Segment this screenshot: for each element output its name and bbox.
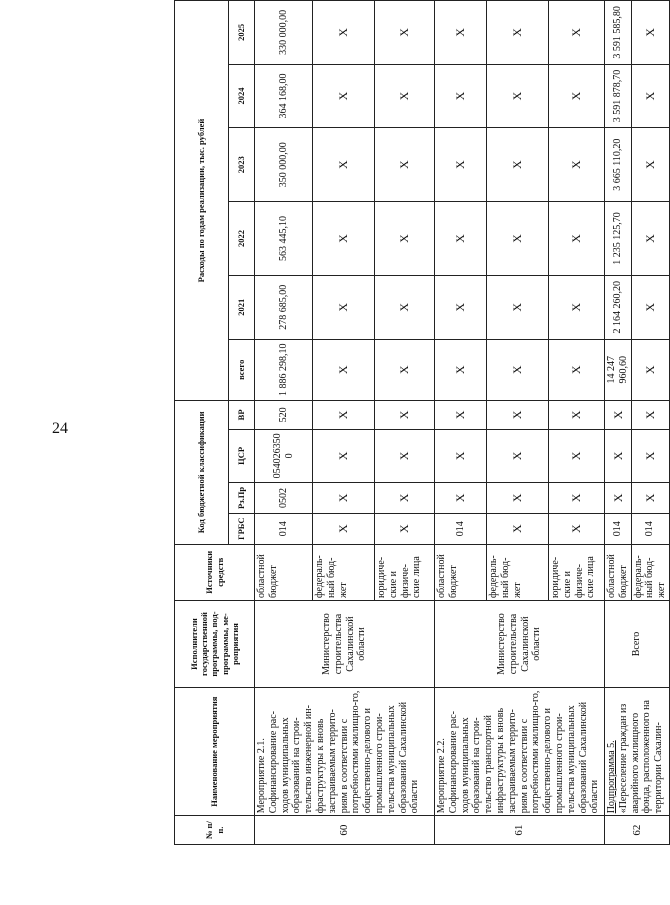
executor: Всего bbox=[605, 600, 670, 687]
y2023-cell: X bbox=[375, 128, 435, 202]
y2022-cell: X bbox=[375, 202, 435, 276]
y2022-cell: X bbox=[487, 202, 549, 276]
y2025-cell: X bbox=[549, 1, 605, 65]
source: областной бюджет bbox=[605, 544, 632, 600]
csr-cell: X bbox=[631, 429, 669, 482]
source: областной бюджет bbox=[255, 544, 313, 600]
source: федераль-ный бюд-жет bbox=[313, 544, 375, 600]
rotated-table-area bbox=[174, 0, 668, 845]
rzpr-cell: X bbox=[605, 483, 632, 514]
rzpr-cell: X bbox=[631, 483, 669, 514]
csr-cell: 054026350 0 bbox=[255, 429, 313, 482]
source: федераль-ный бюд-жет bbox=[487, 544, 549, 600]
header-kbk-group: Код бюджетной классификации bbox=[175, 401, 229, 545]
y2023-cell: 3 665 110,20 bbox=[605, 128, 632, 202]
vr-cell: X bbox=[435, 401, 487, 430]
grbs-cell: 014 bbox=[631, 513, 669, 544]
measure-name: Мероприятие 2.2. Софинансирование рас-ходов муниципальных образований на строи-тельство транспортной инфраструктуры к вновь застраиваемым террито-риям в соответствии с потребностями жилищно-го, общественно-делового и промышленного строи-тельства муниципальных образований Сахалинской области bbox=[435, 688, 605, 816]
grbs-cell: X bbox=[375, 513, 435, 544]
source: юридиче-ские и физиче-ские лица bbox=[375, 544, 435, 600]
header-source: Источники средств bbox=[175, 544, 255, 600]
y2024-cell: 3 591 878,70 bbox=[605, 64, 632, 128]
vr-cell: 520 bbox=[255, 401, 313, 430]
rzpr-cell: X bbox=[435, 483, 487, 514]
header-total: всего bbox=[229, 339, 255, 401]
total-cell: X bbox=[487, 339, 549, 401]
total-cell: X bbox=[313, 339, 375, 401]
y2024-cell: X bbox=[549, 64, 605, 128]
y2021-cell: X bbox=[375, 275, 435, 339]
header-grbs: ГРБС bbox=[229, 513, 255, 544]
rzpr-cell: X bbox=[313, 483, 375, 514]
grbs-cell: 014 bbox=[605, 513, 632, 544]
header-num: № п/п. bbox=[175, 816, 255, 845]
y2023-cell: X bbox=[435, 128, 487, 202]
grbs-cell: X bbox=[487, 513, 549, 544]
y2025-cell: 3 591 585,80 bbox=[605, 1, 632, 65]
source: областной бюджет bbox=[435, 544, 487, 600]
csr-cell: X bbox=[375, 429, 435, 482]
executor: Министерство строительства Сахалинской области bbox=[255, 600, 435, 687]
vr-cell: X bbox=[375, 401, 435, 430]
measure-name: Мероприятие 2.1. Софинансирование рас-ходов муниципальных образований на строи-тельство инженерной ин-фраструктуры к вновь застраиваемым террито-риям в соответствии с потребностями жилищно-го, общественно-делового и промышленного строи-тельства муниципальных образований Сахалинской области bbox=[255, 688, 435, 816]
y2021-cell: X bbox=[313, 275, 375, 339]
y2021-cell: X bbox=[631, 275, 669, 339]
table-row bbox=[605, 1, 632, 845]
y2025-cell: X bbox=[487, 1, 549, 65]
measure-name bbox=[605, 688, 670, 816]
header-expenses-group: Расходы по годам реализации, тыс. рублей bbox=[175, 1, 229, 401]
grbs-cell: 014 bbox=[255, 513, 313, 544]
rzpr-cell: 0502 bbox=[255, 483, 313, 514]
budget-table bbox=[174, 0, 670, 845]
y2025-cell: X bbox=[375, 1, 435, 65]
header-2025: 2025 bbox=[229, 1, 255, 65]
csr-cell: X bbox=[605, 429, 632, 482]
source: федераль-ный бюд-жет bbox=[631, 544, 669, 600]
y2024-cell: X bbox=[631, 64, 669, 128]
row-number: 60 bbox=[255, 816, 435, 845]
y2024-cell: X bbox=[375, 64, 435, 128]
y2024-cell: 364 168,00 bbox=[255, 64, 313, 128]
vr-cell: X bbox=[313, 401, 375, 430]
y2025-cell: X bbox=[631, 1, 669, 65]
header-executor: Исполнители государственной программы, под-программы, ме-роприятия bbox=[175, 600, 255, 687]
total-cell: 14 247 960,60 bbox=[605, 339, 632, 401]
y2022-cell: 563 445,10 bbox=[255, 202, 313, 276]
vr-cell: X bbox=[487, 401, 549, 430]
header-rzpr: Рз.Пр bbox=[229, 483, 255, 514]
total-cell: 1 886 298,10 bbox=[255, 339, 313, 401]
y2024-cell: X bbox=[487, 64, 549, 128]
csr-cell: X bbox=[487, 429, 549, 482]
vr-cell: X bbox=[605, 401, 632, 430]
y2023-cell: X bbox=[549, 128, 605, 202]
y2021-cell: X bbox=[549, 275, 605, 339]
header-2022: 2022 bbox=[229, 202, 255, 276]
vr-cell: X bbox=[549, 401, 605, 430]
y2024-cell: X bbox=[313, 64, 375, 128]
header-name: Наименование мероприятия bbox=[175, 688, 255, 816]
csr-cell: X bbox=[549, 429, 605, 482]
rzpr-cell: X bbox=[487, 483, 549, 514]
header-2023: 2023 bbox=[229, 128, 255, 202]
y2021-cell: X bbox=[435, 275, 487, 339]
y2025-cell: X bbox=[313, 1, 375, 65]
vr-cell: X bbox=[631, 401, 669, 430]
y2023-cell: X bbox=[631, 128, 669, 202]
source: юридиче-ские и физиче-ские лица bbox=[549, 544, 605, 600]
row-number: 62 bbox=[605, 816, 670, 845]
y2025-cell: 330 000,00 bbox=[255, 1, 313, 65]
total-cell: X bbox=[631, 339, 669, 401]
y2021-cell: X bbox=[487, 275, 549, 339]
rzpr-cell: X bbox=[549, 483, 605, 514]
y2022-cell: X bbox=[549, 202, 605, 276]
row-number: 61 bbox=[435, 816, 605, 845]
header-2021: 2021 bbox=[229, 275, 255, 339]
y2023-cell: 350 000,00 bbox=[255, 128, 313, 202]
y2022-cell: X bbox=[435, 202, 487, 276]
y2025-cell: X bbox=[435, 1, 487, 65]
y2022-cell: 1 235 125,70 bbox=[605, 202, 632, 276]
y2022-cell: X bbox=[313, 202, 375, 276]
y2021-cell: 2 164 260,20 bbox=[605, 275, 632, 339]
y2023-cell: X bbox=[313, 128, 375, 202]
table-row bbox=[255, 1, 313, 845]
header-csr: ЦСР bbox=[229, 429, 255, 482]
executor: Министерство строительства Сахалинской области bbox=[435, 600, 605, 687]
page-number: 24 bbox=[52, 420, 68, 437]
total-cell: X bbox=[375, 339, 435, 401]
y2023-cell: X bbox=[487, 128, 549, 202]
table-row bbox=[435, 1, 487, 845]
total-cell: X bbox=[549, 339, 605, 401]
y2022-cell: X bbox=[631, 202, 669, 276]
rzpr-cell: X bbox=[375, 483, 435, 514]
total-cell: X bbox=[435, 339, 487, 401]
y2024-cell: X bbox=[435, 64, 487, 128]
subprogram-name: «Переселение граждан из аварийного жилищного фонда, расположенного на территории Сахалин- bbox=[617, 700, 665, 814]
header-vr: ВР bbox=[229, 401, 255, 430]
csr-cell: X bbox=[435, 429, 487, 482]
grbs-cell: X bbox=[549, 513, 605, 544]
csr-cell: X bbox=[313, 429, 375, 482]
header-2024: 2024 bbox=[229, 64, 255, 128]
y2021-cell: 278 685,00 bbox=[255, 275, 313, 339]
grbs-cell: 014 bbox=[435, 513, 487, 544]
subprogram-title: Подпрограмма 5. bbox=[606, 740, 617, 814]
grbs-cell: X bbox=[313, 513, 375, 544]
